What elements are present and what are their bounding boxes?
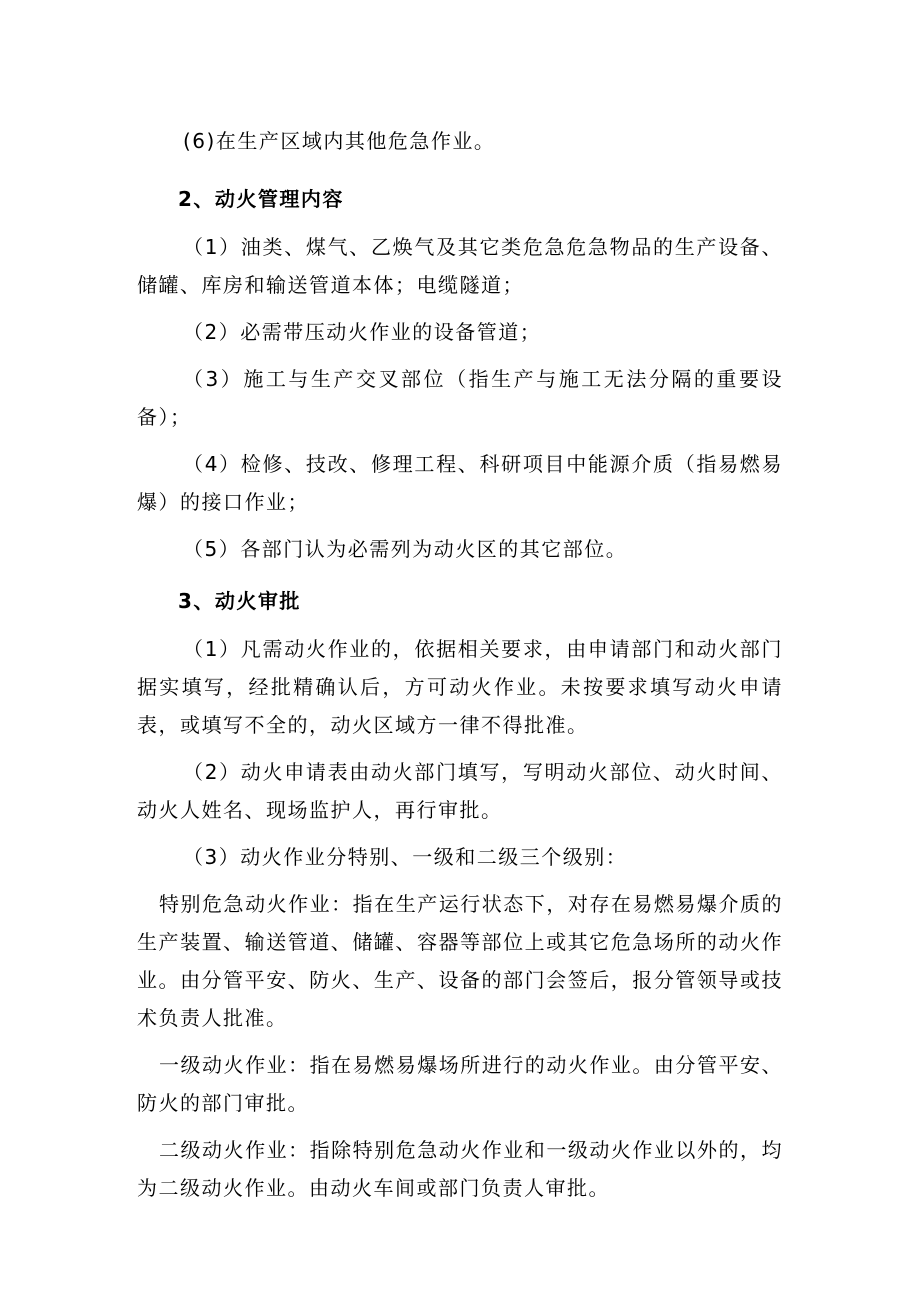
section-2-item-3: （3）施工与生产交叉部位（指生产与施工无法分隔的重要设备）； <box>137 367 783 429</box>
section-2-heading: 2、动火管理内容 <box>178 187 344 211</box>
section-2-item-2: （2）必需带压动火作业的设备管道； <box>183 320 542 344</box>
section-2-item-4: （4）检修、技改、修理工程、科研项目中能源介质（指易燃易爆）的接口作业； <box>137 452 783 514</box>
section-3-item-1: （1）凡需动火作业的，依据相关要求，由申请部门和动火部门据实填写，经批精确认后，方可动火作业。未按要求填写动火申请表，或填写不全的，动火区域方一律不得批准。 <box>137 637 783 737</box>
section-3-item-3: （3）动火作业分特别、一级和二级三个级别： <box>183 845 628 869</box>
section-2-item-5: （5）各部门认为必需列为动火区的其它部位。 <box>183 537 628 561</box>
document-body <box>137 122 783 1207</box>
level-2-fire-work-text: 二级动火作业：指除特别危急动火作业和一级动火作业以外的，均为二级动火作业。由动火车间或部门负责人审批。 <box>137 1138 783 1200</box>
section-2-item-1: （1）油类、煤气、乙焕气及其它类危急危急物品的生产设备、储罐、库房和输送管道本体；电缆隧道； <box>137 235 783 297</box>
special-fire-work-text: 特别危急动火作业：指在生产运行状态下，对存在易燃易爆介质的生产装置、输送管道、储罐、容器等部位上或其它危急场所的动火作业。由分管平安、防火、生产、设备的部门会签后，报分管领导或技术负责人批准。 <box>137 892 783 1030</box>
section-3-item-2: （2）动火申请表由动火部门填写，写明动火部位、动火时间、动火人姓名、现场监护人，再行审批。 <box>137 760 783 822</box>
item-6-text: (6)在生产区域内其他危急作业。 <box>183 129 496 153</box>
level-1-fire-work-text: 一级动火作业：指在易燃易爆场所进行的动火作业。由分管平安、防火的部门审批。 <box>137 1053 783 1115</box>
section-3-heading: 3、动火审批 <box>178 589 301 613</box>
